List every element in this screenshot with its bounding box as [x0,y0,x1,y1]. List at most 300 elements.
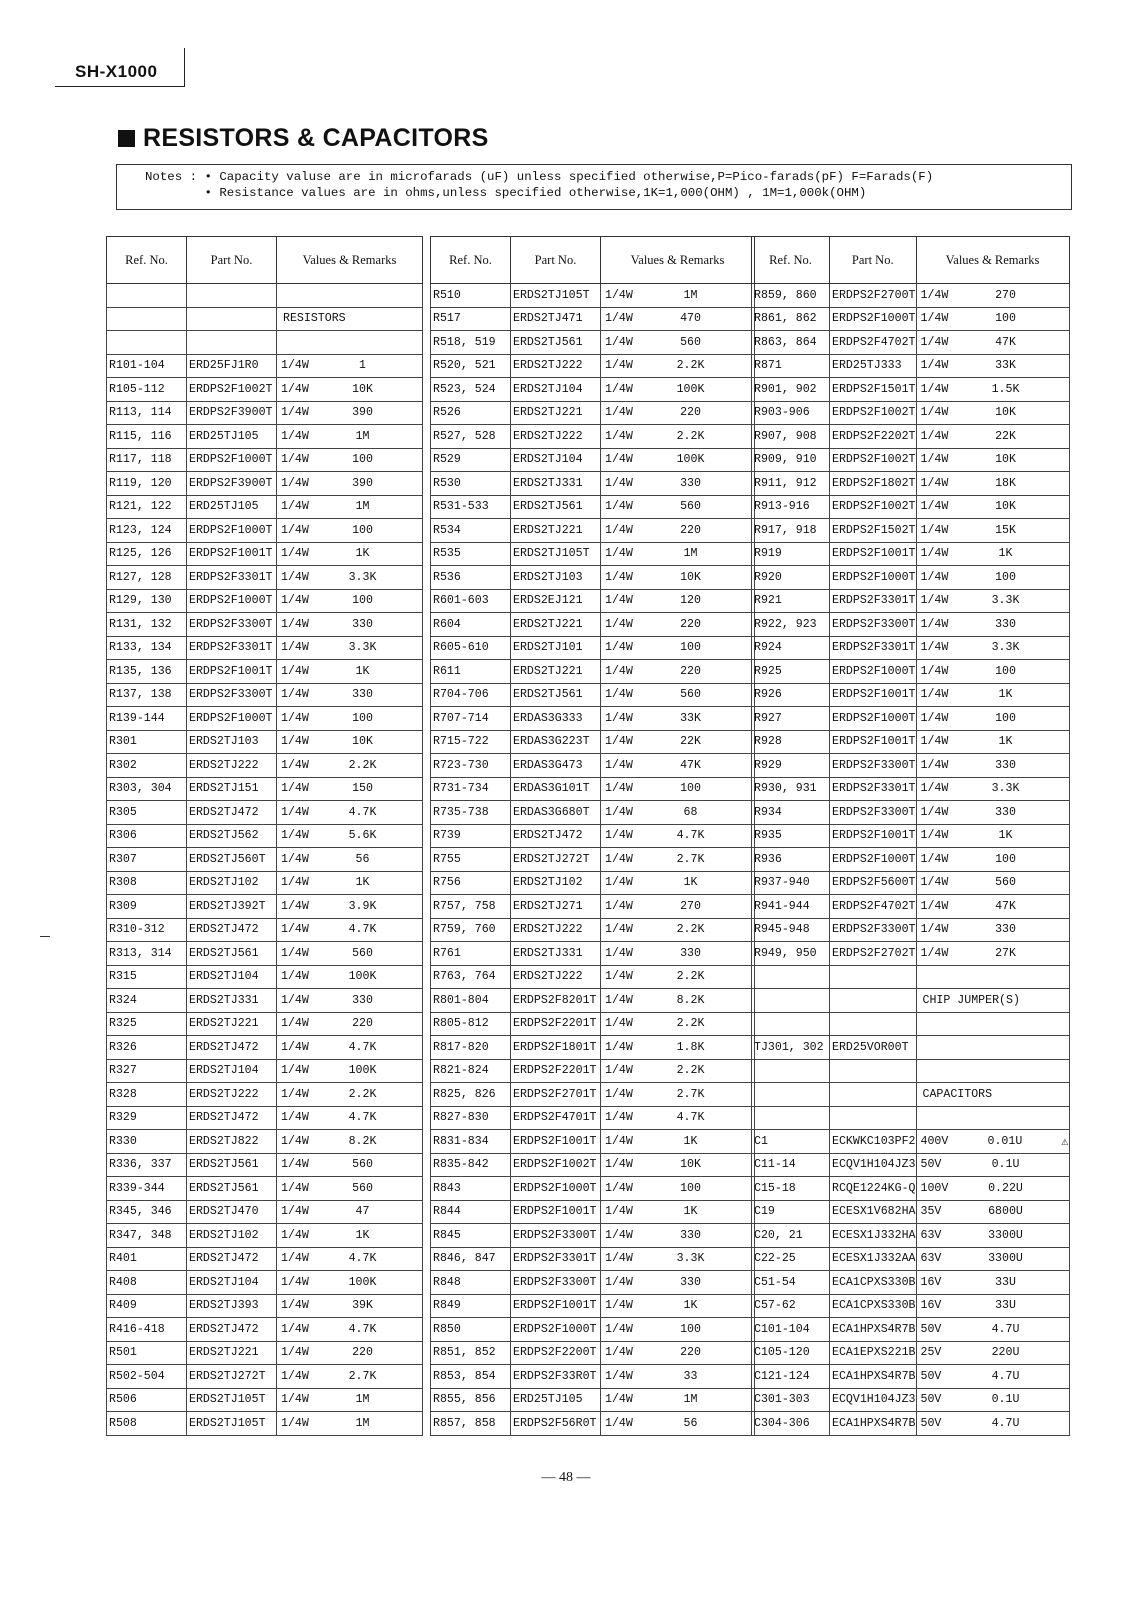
table-row [752,472,1070,496]
values-cell [601,425,755,449]
col-values-remarks: Values & Remarks [916,237,1069,284]
part-no-cell: ERDPS2F3301T [830,777,917,801]
table-row [752,589,1070,613]
ref-no-cell [752,989,830,1013]
rating: 1/4W [281,923,309,937]
table-row [431,895,755,919]
value: 1M [355,429,370,443]
values-cell [601,542,755,566]
values-cell [916,1224,1069,1248]
ref-no-cell: C57-62 [752,1294,830,1318]
part-no-cell: ERDPS2F3300T [187,613,277,637]
table-row [752,871,1070,895]
part-no-cell: ERDPS2F4702T [830,895,917,919]
ref-no-cell: R133, 134 [107,636,187,660]
ref-no-cell: R534 [431,519,511,543]
value: 2.7K [676,1087,705,1101]
values-remarks [917,1229,1069,1242]
table-row [431,448,755,472]
rating: 50V [920,1416,942,1430]
rating: 50V [920,1158,942,1172]
values-remarks [917,406,1069,419]
value: 390 [352,476,373,490]
rating: 1/4W [605,476,633,490]
values-remarks [917,1088,1069,1101]
values-remarks [277,900,422,913]
part-no-cell: ERD25VOR00T [830,1036,917,1060]
values-cell [277,801,423,825]
ref-no-cell: R757, 758 [431,895,511,919]
values-cell [601,1012,755,1036]
part-no-cell: ERDPS2F3300T [511,1224,601,1248]
table-row [752,1388,1070,1412]
values-remarks [277,383,422,396]
part-no-cell: ERDS2TJ102 [187,871,277,895]
table-row [752,401,1070,425]
values-remarks [917,1182,1069,1195]
table-row [752,519,1070,543]
part-no-cell: ERDS2TJ561 [187,1177,277,1201]
values-cell [916,636,1069,660]
values-cell [916,1341,1069,1365]
values-remarks [917,1276,1069,1289]
ref-no-cell: R530 [431,472,511,496]
col-ref-no: Ref. No. [431,237,511,284]
rating: 1/4W [281,594,309,608]
ref-no-cell: R517 [431,307,511,331]
ref-no-cell: R920 [752,566,830,590]
rating: 400V [920,1134,949,1148]
part-no-cell [830,1012,917,1036]
ref-no-cell: R731-734 [431,777,511,801]
ref-no-cell: R309 [107,895,187,919]
values-cell [916,1412,1069,1436]
part-no-cell: ERDS2TJ104 [511,448,601,472]
rating: 1/4W [605,617,633,631]
part-no-cell: ERDS2TJ561 [187,942,277,966]
value: 100 [352,711,373,725]
part-no-cell: ERDPS2F1002T [830,401,917,425]
values-cell [916,495,1069,519]
model-number: SH-X1000 [75,62,158,81]
value: 560 [995,876,1016,890]
rating: 1/4W [605,1393,633,1407]
rating: 1/4W [920,641,949,655]
values-cell [601,754,755,778]
table-row [431,1130,755,1154]
rating: 1/4W [605,429,633,443]
table-row [752,824,1070,848]
values-cell [601,401,755,425]
part-no-cell: ERDS2TJ392T [187,895,277,919]
values-remarks [277,1252,422,1265]
values-cell [916,707,1069,731]
part-no-cell: ERDPS2F1001T [187,542,277,566]
table-row [107,284,423,308]
part-no-cell: ERDS2TJ221 [187,1341,277,1365]
table-row [107,1153,423,1177]
values-remarks [601,1111,754,1124]
rating: 1/4W [605,1134,633,1148]
rating: 1/4W [920,476,949,490]
table-row [107,965,423,989]
ref-no-cell: R409 [107,1294,187,1318]
part-no-cell: ERD25FJ1R0 [187,354,277,378]
values-remarks [277,524,422,537]
part-no-cell: ERDPS2F1001T [830,683,917,707]
ref-no-cell: R825, 826 [431,1083,511,1107]
ref-no-cell: R501 [107,1341,187,1365]
rating: 1/4W [281,993,309,1007]
values-cell [601,1412,755,1436]
ref-no-cell: R919 [752,542,830,566]
table-row [752,660,1070,684]
values-remarks [601,571,754,584]
values-remarks [917,524,1069,537]
table-row [431,942,755,966]
part-no-cell: ERDPS2F1801T [511,1036,601,1060]
value: 10K [995,453,1016,467]
rating: 1/4W [281,805,309,819]
values-remarks [601,1017,754,1030]
rating: 1/4W [605,641,633,655]
table-row [107,542,423,566]
values-cell [916,848,1069,872]
part-no-cell: ERDS2TJ102 [187,1224,277,1248]
rating: 1/4W [281,359,309,373]
ref-no-cell: R336, 337 [107,1153,187,1177]
part-no-cell: ERDS2TJ104 [511,378,601,402]
values-cell [601,472,755,496]
part-no-cell: ERDPS2F1000T [830,307,917,331]
table-row [431,1412,755,1436]
value: 1K [355,664,370,678]
values-remarks [277,970,422,983]
rating: 1/4W [920,852,949,866]
part-no-cell: ERDS2TJ103 [187,730,277,754]
part-no-cell: ERDS2TJ104 [187,965,277,989]
part-no-cell: ERDS2TJ561 [187,1153,277,1177]
values-remarks [277,1064,422,1077]
value: 1K [355,876,370,890]
ref-no-cell: R941-944 [752,895,830,919]
table-row [431,730,755,754]
ref-no-cell: R821-824 [431,1059,511,1083]
ref-no-cell: R949, 950 [752,942,830,966]
value: 220U [991,1346,1020,1360]
table-row [107,777,423,801]
table-row [752,777,1070,801]
values-cell [277,1294,423,1318]
ref-no-cell: R330 [107,1130,187,1154]
part-no-cell: ERDPS2F2200T [511,1341,601,1365]
table-row [431,354,755,378]
part-no-cell: ERDPS2F3300T [830,754,917,778]
table-row [431,636,755,660]
ref-no-cell: R307 [107,848,187,872]
part-no-cell: ERDS2TJ222 [511,918,601,942]
ref-no-cell: R347, 348 [107,1224,187,1248]
ref-no-cell: R843 [431,1177,511,1201]
values-cell [277,1318,423,1342]
rating: 1/4W [281,1228,309,1242]
rating: 1/4W [605,312,633,326]
values-cell [916,589,1069,613]
rating: 1/4W [605,1228,633,1242]
values-remarks [917,477,1069,490]
rating: 1/4W [281,1275,309,1289]
rating: 1/4W [605,382,633,396]
part-no-cell: ERDS2TJ331 [511,472,601,496]
rating: 16V [920,1275,942,1289]
ref-no-cell: R125, 126 [107,542,187,566]
value: 33U [995,1275,1016,1289]
value: 1M [355,500,370,514]
values-cell [916,613,1069,637]
rating: 1/4W [920,429,949,443]
rating: 1/4W [281,688,309,702]
ref-no-cell: R739 [431,824,511,848]
values-cell [277,378,423,402]
ref-no-cell: R605-610 [431,636,511,660]
table-row [107,895,423,919]
table-row [752,1271,1070,1295]
ref-no-cell: R121, 122 [107,495,187,519]
table-row [107,1365,423,1389]
ref-no-cell: R305 [107,801,187,825]
parts-table-1 [106,236,423,1436]
ref-no-cell: TJ301, 302 [752,1036,830,1060]
ref-no-cell: R911, 912 [752,472,830,496]
ref-no-cell: R310-312 [107,918,187,942]
table-row [752,1130,1070,1154]
rating: 1/4W [281,1017,309,1031]
value: 330 [995,617,1016,631]
value: 1M [683,547,698,561]
part-no-cell: ERDPS2F1000T [187,519,277,543]
part-no-cell: ECESX1V682HA [830,1200,917,1224]
values-remarks [917,641,1069,654]
values-remarks [277,1205,422,1218]
ref-no-cell: R604 [431,613,511,637]
table-row [752,942,1070,966]
values-remarks [917,806,1069,819]
ref-no-cell: R934 [752,801,830,825]
ref-no-cell: R315 [107,965,187,989]
part-no-cell: ERDS2TJ102 [511,871,601,895]
table-row [752,895,1070,919]
values-cell [916,824,1069,848]
values-remarks [601,1417,754,1430]
ref-no-cell: R846, 847 [431,1247,511,1271]
notes-line-2: • Resistance values are in ohms,unless specified otherwise,1K=1,000(OHM) , 1M=1,000k(OHM) [145,186,867,200]
value: 3.3K [991,594,1020,608]
values-remarks [277,759,422,772]
part-no-cell: ECA1CPXS330B [830,1271,917,1295]
table-row [431,472,755,496]
values-remarks [277,1158,422,1171]
ref-no-cell: R510 [431,284,511,308]
values-remarks [917,1323,1069,1336]
values-cell [277,354,423,378]
values-remarks [917,1346,1069,1359]
part-no-cell: ERDPS2F1000T [511,1177,601,1201]
ref-no-cell: R921 [752,589,830,613]
ref-no-cell: R871 [752,354,830,378]
values-remarks [917,453,1069,466]
values-remarks [917,735,1069,748]
values-remarks [917,430,1069,443]
values-cell [916,1247,1069,1271]
value: 1 [359,359,366,373]
values-cell [277,448,423,472]
rating: 1/4W [281,1252,309,1266]
rating: 1/4W [605,288,633,302]
part-no-cell: ERDS2TJ472 [187,1318,277,1342]
rating: 1/4W [605,829,633,843]
table-row [752,307,1070,331]
table-row [431,1247,755,1271]
values-cell [601,1177,755,1201]
table-row [752,613,1070,637]
ref-no-cell: R735-738 [431,801,511,825]
table-row [107,942,423,966]
part-no-cell: RCQE1224KG-Q [830,1177,917,1201]
table-row [752,801,1070,825]
ref-no-cell [107,331,187,355]
part-no-cell: ERDS2TJ272T [511,848,601,872]
values-remarks [601,994,754,1007]
ref-no-cell: R707-714 [431,707,511,731]
table-row [752,284,1070,308]
values-cell [277,636,423,660]
table-row [431,331,755,355]
part-no-cell: ERDPS2F3301T [511,1247,601,1271]
value: 100 [680,641,701,655]
values-remarks [601,406,754,419]
values-remarks [277,312,422,325]
value: 100K [348,1275,377,1289]
values-remarks [277,829,422,842]
rating: 1/4W [281,500,309,514]
rating: 1/4W [920,946,949,960]
values-cell [277,895,423,919]
values-cell [277,425,423,449]
values-cell [916,777,1069,801]
values-remarks [277,688,422,701]
values-cell [601,1365,755,1389]
rating: 1/4W [920,876,949,890]
value: 2.2K [676,970,705,984]
values-cell [277,754,423,778]
value: 3300U [988,1228,1023,1242]
part-no-cell: ERDPS2F1002T [830,448,917,472]
values-remarks [917,947,1069,960]
values-remarks [277,1135,422,1148]
value: 100 [995,570,1016,584]
rating: 1/4W [605,946,633,960]
table-row [431,401,755,425]
value: 56 [355,852,370,866]
value: 33K [680,711,701,725]
values-remarks [601,289,754,302]
part-no-cell: ERDPS2F3301T [830,589,917,613]
rating: 1/4W [920,664,949,678]
part-no-cell [830,965,917,989]
ref-no-cell: R755 [431,848,511,872]
table-row [107,378,423,402]
rating: 35V [920,1205,942,1219]
values-cell [916,965,1069,989]
ref-no-cell: R913-916 [752,495,830,519]
values-cell [601,1247,755,1271]
value: 470 [680,312,701,326]
values-remarks [601,1393,754,1406]
values-cell [277,1365,423,1389]
values-cell [601,1083,755,1107]
part-no-cell: ERDS2TJ393 [187,1294,277,1318]
ref-no-cell: R327 [107,1059,187,1083]
section-label: RESISTORS [283,312,346,326]
value: 27K [995,946,1016,960]
part-no-cell: ERDPS2F2701T [511,1083,601,1107]
values-cell [916,1083,1069,1107]
values-cell [601,331,755,355]
values-remarks [601,430,754,443]
part-no-cell: ERDPS2F1002T [830,495,917,519]
table-row [431,1153,755,1177]
part-no-cell [187,307,277,331]
rating: 1/4W [605,1205,633,1219]
rating: 1/4W [920,453,949,467]
value: 1K [998,547,1013,561]
value: 5.6K [348,829,377,843]
value: 100 [995,711,1016,725]
table-row [107,1224,423,1248]
values-cell [916,1318,1069,1342]
part-no-cell [830,1059,917,1083]
part-no-cell: ERDS2TJ472 [187,1247,277,1271]
value: 560 [680,335,701,349]
part-no-cell: ERDPS2F1501T [830,378,917,402]
table-row [431,1318,755,1342]
ref-no-cell: R831-834 [431,1130,511,1154]
values-cell [277,589,423,613]
value: 1M [683,1393,698,1407]
value: 220 [680,1346,701,1360]
values-cell [601,1036,755,1060]
values-cell [916,918,1069,942]
value: 33 [683,1369,698,1383]
rating: 1/4W [920,406,949,420]
ref-no-cell: C11-14 [752,1153,830,1177]
value: 68 [683,805,698,819]
value: 390 [352,406,373,420]
value: 2.2K [676,1064,705,1078]
ref-no-cell: R937-940 [752,871,830,895]
value: 6800U [988,1205,1023,1219]
values-remarks [917,1393,1069,1406]
ref-no-cell: R526 [431,401,511,425]
value: 560 [680,500,701,514]
rating: 1/4W [920,500,949,514]
rating: 1/4W [605,453,633,467]
values-remarks [277,641,422,654]
values-cell [601,1271,755,1295]
values-remarks [917,1299,1069,1312]
table-row [431,1271,755,1295]
part-no-cell: ERDPS2F8201T [511,989,601,1013]
